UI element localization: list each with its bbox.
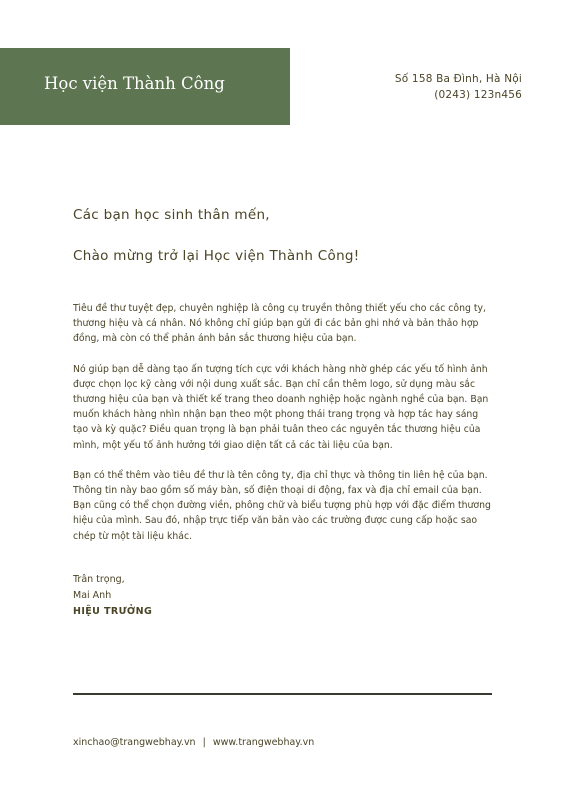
footer-email[interactable]: xinchao@trangwebhay.vn — [73, 737, 196, 748]
salutation: Các bạn học sinh thân mến, — [73, 207, 270, 223]
contact-block — [395, 71, 522, 103]
welcome-heading: Chào mừng trở lại Học viện Thành Công! — [73, 248, 360, 264]
footer-separator: | — [202, 737, 206, 748]
address-text: Số 158 Ba Đình, Hà Nội — [394, 73, 522, 85]
body-paragraph-2: Nó giúp bạn dễ dàng tạo ấn tượng tích cực với khách hàng nhờ ghép các yếu tố hình ảnh được chọn lọc kỹ càng với nội dung xuất sắc. Bạn chỉ cần thêm logo, sử dụng màu sắc thương hiệu của bạn và thiết kế trang theo doanh nghiệp hoặc ngành nghề của bạn. Bạn muốn khách hàng nhìn nhận bạn theo một phong thái trang trọng và hợp tác hay sáng tạo và kỳ quặc? Điều quan trọng là bạn phải tuân theo các nguyên tắc thương hiệu của mình, một yếu tố ảnh hưởng tới giao diện tất cả các tài liệu của bạn. — [73, 363, 489, 451]
footer-divider — [73, 693, 492, 695]
footer — [73, 737, 314, 748]
signoff-block — [73, 572, 152, 620]
letter-body — [73, 301, 495, 559]
phone-text: (0243) 123n456 — [434, 89, 522, 101]
organization-name: Học viện Thành Công — [44, 74, 225, 93]
closing-text: Trân trọng, — [73, 574, 125, 585]
body-paragraph-3: Bạn có thể thêm vào tiêu đề thư là tên công ty, địa chỉ thực và thông tin liên hệ của bạn. Thông tin này bao gồm số máy bàn, số điện thoại di động, fax và địa chỉ email của bạn. Bạn cũng có thể chọn đường viền, phông chữ và biểu tượng phù hợp với đặc điểm thương hiệu của mình. Sau đó, nhập trực tiếp văn bản vào các trường được cung cấp hoặc sao chép từ một tài liệu khác. — [73, 469, 491, 542]
signer-name: Mai Anh — [73, 590, 112, 601]
body-paragraph-1: Tiêu đề thư tuyệt đẹp, chuyên nghiệp là công cụ truyền thông thiết yếu cho các công ty, thương hiệu và cá nhân. Nó không chỉ giúp bạn gửi đi các bản ghi nhớ và bản thảo hợp đồng, mà còn có thể phản ánh bản sắc thương hiệu của bạn. — [73, 303, 486, 345]
signer-title: HIỆU TRƯỞNG — [73, 606, 153, 617]
footer-website[interactable]: www.trangwebhay.vn — [212, 737, 315, 748]
